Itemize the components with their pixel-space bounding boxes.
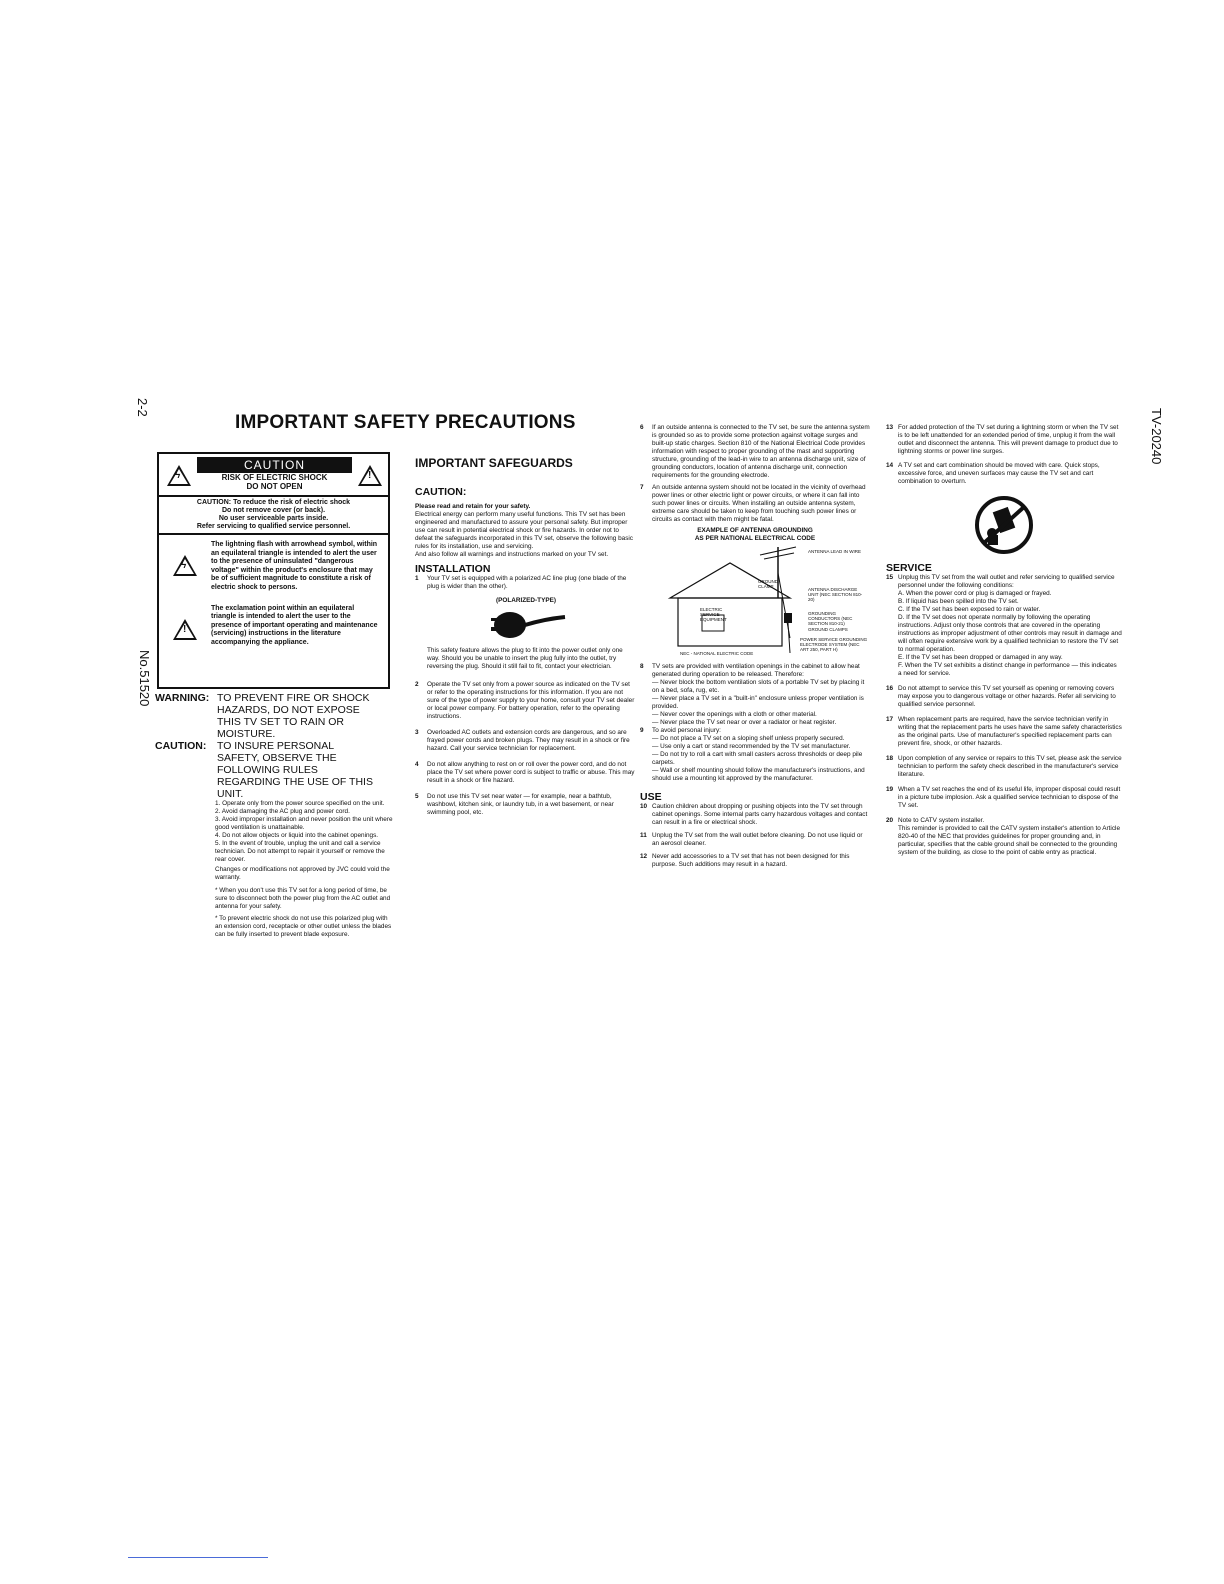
safeguards-follow: And also follow all warnings and instructions marked on your TV set. xyxy=(415,551,609,558)
diagram-label: POWER SERVICE GROUNDING ELECTRODE SYSTEM (NEC ART 250, PART H) xyxy=(800,637,868,652)
warning-text: TO PREVENT FIRE OR SHOCK HAZARDS, DO NOT EXPOSE THIS TV SET TO RAIN OR MOISTURE. xyxy=(217,692,370,740)
item-8d: — Never place the TV set near or over a radiator or heat register. xyxy=(652,719,837,726)
caution-rule: 1. Operate only from the power source specified on the unit. xyxy=(215,800,385,807)
item-18: 18 Upon completion of any service or repairs to this TV set, please ask the service technician to perform the safety check described in the manufacturer's service literature. xyxy=(886,755,1122,778)
item-6: 6 If an outside antenna is connected to the TV set, be sure the antenna system is grounded so as to provide some protection against voltage surges and built-up static charges. Section 810 of the National Electrical Code provides information with respect to proper grounding of the mast and supporting structure, grounding of the lead-in wire to an antenna discharge unit, size of grounding conductors, location of antenna discharge unit, connection requirements for the grounding electrode. xyxy=(640,424,870,479)
safeguards-intro: Electrical energy can perform many useful functions. This TV set has been engineered and manufactured to assure your personal safety. But improper use can result in potential electrical shock or fire hazards. In order not to defeat the safeguards incorporated in this TV set, observe the following basic rules for its installation, use and servicing. xyxy=(415,511,634,550)
cart-warning-illustration xyxy=(886,494,1122,556)
item-9a: — Do not place a TV set on a sloping shelf unless properly secured. xyxy=(652,735,845,742)
caution-box xyxy=(157,452,390,689)
caution-inner-panel xyxy=(159,495,388,535)
cart-tip-over-icon xyxy=(974,495,1034,555)
installation-item-1: 1 Your TV set is equipped with a polarized AC line plug (one blade of the plug is wider than the other). xyxy=(415,575,627,590)
item-9c: — Do not try to roll a cart with small casters across thresholds or deep pile carpets. xyxy=(652,751,863,766)
caution-rule: 2. Avoid damaging the AC plug and power cord. xyxy=(215,808,350,815)
changes-note: Changes or modifications not approved by JVC could void the warranty. xyxy=(215,866,390,881)
caution-text: TO INSURE PERSONAL SAFETY, OBSERVE THE FOLLOWING RULES REGARDING THE USE OF THIS UNIT. xyxy=(217,740,373,800)
item-19: 19 When a TV set reaches the end of its useful life, improper disposal could result in a picture tube implosion. Ask a qualified service technician to dispose of the TV set. xyxy=(886,786,1121,809)
antenna-grounding-diagram xyxy=(640,543,870,661)
installation-item-4: 4 Do not allow anything to rest on or roll over the power cord, and do not place the TV set where power cord is subject to traffic or abuse. This may result in a shock or fire hazard. xyxy=(415,761,635,784)
model-number: TV-20240 xyxy=(1149,408,1164,465)
page-title: IMPORTANT SAFETY PRECAUTIONS xyxy=(235,412,576,433)
plug-icon xyxy=(415,605,637,645)
installation-heading: INSTALLATION xyxy=(415,563,491,575)
caution-rule: 4. Do not allow objects or liquid into the cabinet openings. xyxy=(215,832,379,839)
caution-label: CAUTION: xyxy=(155,740,207,752)
item-8a: — Never block the bottom ventilation slots of a portable TV set by placing it on a bed, sofa, rug, etc. xyxy=(652,679,865,694)
exclamation-warning-icon: ! xyxy=(358,465,382,486)
item-8: 8 TV sets are provided with ventilation openings in the cabinet to allow heat generated during operation to be released. Therefore: xyxy=(640,663,860,678)
please-retain: Please read and retain for your safety. xyxy=(415,503,531,510)
exclamation-explanation: The exclamation point within an equilateral triangle is intended to alert the user to the presence of important operating and maintenance (servicing) instructions in the literature accompanying the appliance. xyxy=(211,604,378,646)
safeguards-caution-heading: CAUTION: xyxy=(415,486,467,498)
item-13: 13 For added protection of the TV set during a lightning storm or when the TV set is to be left unattended for an extended period of time, unplug it from the wall outlet and disconnect the antenna. This will prevent damage to product due to lightning storms or power line surges. xyxy=(886,424,1119,455)
safeguards-heading: IMPORTANT SAFEGUARDS xyxy=(415,456,573,470)
caution-inner-4: Refer servicing to qualified service personnel. xyxy=(196,523,351,530)
item-15d: D. If the TV set does not operate normally by following the operating instructions. Adjust only those controls that are covered in the operating instructions as improper adjustment of other controls may result in damage and will often require extensive work by a qualified technician to restore the TV set to normal operation. xyxy=(898,614,1122,653)
item-15f: F. When the TV set exhibits a distinct change in performance — this indicates a need for service. xyxy=(898,662,1117,677)
caution-rules xyxy=(215,800,393,939)
caution-inner-3: No user serviceable parts inside. xyxy=(218,515,329,522)
item-7: 7 An outside antenna system should not be located in the vicinity of overhead power lines or other electric light or power circuits, or where it can fall into such power lines or circuits. When installing an outside antenna system, extreme care should be taken to keep from touching such power lines or circuits as contact with them might be fatal. xyxy=(640,484,866,523)
diagram-label: GROUNDING CONDUCTORS (NEC SECTION 810-21) xyxy=(808,611,853,626)
risk-text-2: DO NOT OPEN xyxy=(246,482,303,491)
exclamation-triangle-icon: ! xyxy=(173,619,197,640)
disconnect-note: * When you don't use this TV set for a long period of time, be sure to disconnect both the power plug from the AC outlet and antenna for your safety. xyxy=(215,887,391,910)
polarized-plug-illustration xyxy=(415,605,637,645)
item-8b: — Never place a TV set in a "built-in" enclosure unless proper ventilation is provided. xyxy=(652,695,864,710)
warning-block xyxy=(155,692,395,740)
polarized-plug-note: * To prevent electric shock do not use this polarized plug with an extension cord, receptacle or other outlet unless the blades can be fully inserted to prevent blade exposure. xyxy=(215,915,392,938)
plug-label: (POLARIZED-TYPE) xyxy=(496,597,556,604)
item-17: 17 When replacement parts are required, have the service technician verify in writing that the replacement parts he uses have the same safety characteristics as the original parts. Use of manufacturer's specified replacement parts can prevent fire, shock, or other hazards. xyxy=(886,716,1122,747)
diagram-label: NEC - NATIONAL ELECTRIC CODE xyxy=(680,651,754,656)
installation-item-5: 5 Do not use this TV set near water — for example, near a bathtub, washbowl, kitchen sink, or laundry tub, in a wet basement, or near swimming pool, etc. xyxy=(415,793,614,816)
item-12: 12 Never add accessories to a TV set that has not been designed for this purpose. Such additions may result in a hazard. xyxy=(640,853,850,868)
diagram-label: GROUND CLAMPS xyxy=(808,627,848,632)
safeguards-column xyxy=(415,456,637,817)
diagram-label: GROUND CLAMP xyxy=(758,579,778,589)
item-15c: C. If the TV set has been exposed to rain or water. xyxy=(898,606,1041,613)
lightning-explanation: The lightning flash with arrowhead symbol, within an equilateral triangle is intended to alert the user to the presence of uninsulated "dangerous voltage" within the product's enclosure that may be of sufficient magnitude to constitute a risk of electric shock to persons. xyxy=(211,541,378,591)
use-heading: USE xyxy=(640,791,662,803)
item-15e: E. If the TV set has been dropped or damaged in any way. xyxy=(898,654,1063,661)
installation-item-2: 2 Operate the TV set only from a power source as indicated on the TV set or refer to the operating instructions for this information. If you are not sure of the type of power supply to your home, consult your TV set dealer or local power company. For battery operation, refer to the operating instructions. xyxy=(415,681,635,720)
item-14: 14 A TV set and cart combination should be moved with care. Quick stops, excessive force, and uneven surfaces may cause the TV set and cart combination to overturn. xyxy=(886,462,1100,485)
lightning-warning-icon: ϟ xyxy=(167,465,191,486)
doc-number: No.51520 xyxy=(137,650,152,707)
installation-item-1b: This safety feature allows the plug to fit into the power outlet only one way. Should you be unable to insert the plug fully into the outlet, try reversing the plug. Should it still fail to fit, contact your electrician. xyxy=(427,647,623,670)
item-15: 15 Unplug this TV set from the wall outlet and refer servicing to qualified service personnel under the following conditions: xyxy=(886,574,1115,589)
diagram-label: ANTENNA LEAD IN WIRE xyxy=(808,549,862,554)
item-11: 11 Unplug the TV set from the wall outlet before cleaning. Do not use liquid or an aerosol cleaner. xyxy=(640,832,863,847)
caution-rule: 3. Avoid improper installation and never position the unit where good ventilation is unattainable. xyxy=(215,816,393,831)
service-heading: SERVICE xyxy=(886,562,932,574)
page-number: 2-2 xyxy=(135,398,150,417)
diagram-title-2: AS PER NATIONAL ELECTRICAL CODE xyxy=(694,535,816,542)
item-15a: A. When the power cord or plug is damaged or frayed. xyxy=(898,590,1052,597)
item-20: 20 Note to CATV system installer. xyxy=(886,817,985,824)
item-15b: B. If liquid has been spilled into the TV set. xyxy=(898,598,1019,605)
item-16: 16 Do not attempt to service this TV set yourself as opening or removing covers may expose you to dangerous voltage or other hazards. Refer all servicing to qualified service personnel. xyxy=(886,685,1116,708)
antenna-column xyxy=(640,424,870,869)
item-9d: — Wall or shelf mounting should follow the manufacturer's instructions, and should use a mounting kit approved by the manufacturer. xyxy=(652,767,865,782)
lightning-triangle-icon: ϟ xyxy=(173,555,197,576)
caution-rule: 5. In the event of trouble, unplug the unit and call a service technician. Do not attempt to repair it yourself or remove the rear cover. xyxy=(215,840,385,863)
caution-block xyxy=(155,740,395,800)
footer-rule xyxy=(128,1557,268,1558)
service-column xyxy=(886,424,1122,857)
item-10: 10 Caution children about dropping or pushing objects into the TV set through cabinet openings. Some internal parts carry hazardous voltages and contact can result in a fire or electrical shock. xyxy=(640,803,868,826)
diagram-label: ELECTRIC SERVICE EQUIPMENT xyxy=(700,607,727,622)
diagram-title-1: EXAMPLE OF ANTENNA GROUNDING xyxy=(697,527,813,534)
risk-text-1: RISK OF ELECTRIC SHOCK xyxy=(221,473,328,482)
installation-item-3: 3 Overloaded AC outlets and extension cords are dangerous, and so are frayed power cords and broken plugs. They may result in a shock or fire hazard. Call your service technician for replacement. xyxy=(415,729,630,752)
caution-header: CAUTION xyxy=(197,457,352,473)
warning-label: WARNING: xyxy=(155,692,210,704)
caution-inner-2: Do not remove cover (or back). xyxy=(221,507,326,514)
item-9b: — Use only a cart or stand recommended by the TV set manufacturer. xyxy=(652,743,851,750)
caution-inner-1: CAUTION: To reduce the risk of electric shock xyxy=(196,499,351,506)
item-9: 9 To avoid personal injury: xyxy=(640,727,721,734)
diagram-label: ANTENNA DISCHARGE UNIT (NEC SECTION 810-20) xyxy=(808,587,863,602)
item-20b: This reminder is provided to call the CATV system installer's attention to Article 820-40 of the NEC that provides guidelines for proper grounding and, in particular, specifies that the cable ground shall be connected to the grounding system of the building, as close to the point of cable entry as practical. xyxy=(898,825,1121,856)
item-8c: — Never cover the openings with a cloth or other material. xyxy=(652,711,817,718)
